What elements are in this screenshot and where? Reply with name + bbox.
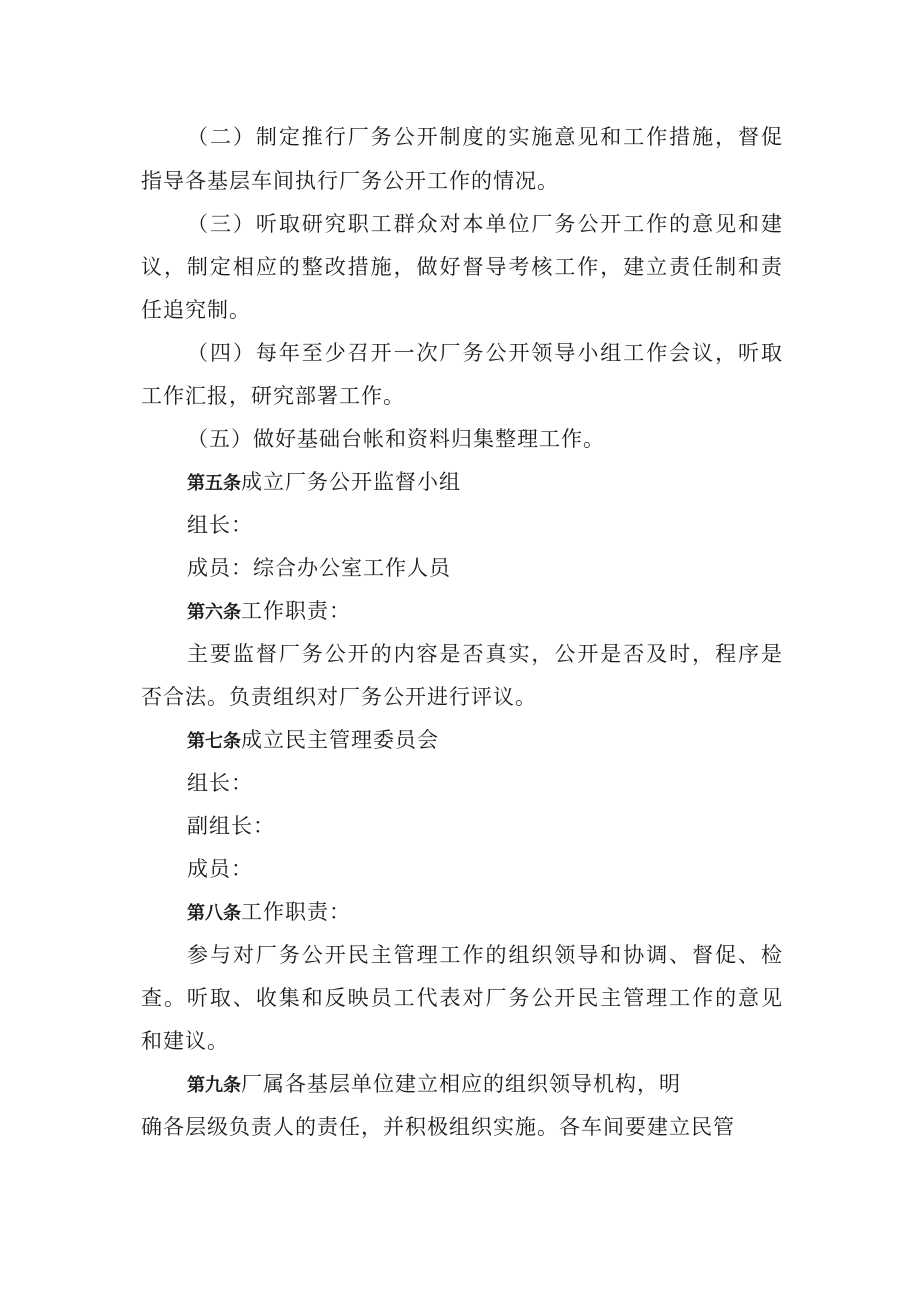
paragraph-3-line-2: 议，制定相应的整改措施，做好督导考核工作，建立责任制和责 [141, 255, 783, 279]
article-8-line-2: 查。听取、收集和反映员工代表对厂务公开民主管理工作的意见 [141, 986, 783, 1010]
article-8-line-1: 参与对厂务公开民主管理工作的组织领导和协调、督促、检 [187, 943, 783, 967]
paragraph-3-line-3: 任追究制。 [141, 298, 251, 322]
article-7-title: 成立民主管理委员会 [241, 728, 439, 752]
paragraph-2-line-1: （二）制定推行厂务公开制度的实施意见和工作措施，督促 [187, 125, 783, 149]
article-9-label: 第九条 [187, 1075, 241, 1096]
article-6-label: 第六条 [187, 602, 241, 623]
article-6-heading [187, 596, 351, 626]
article-7-label: 第七条 [187, 731, 241, 752]
article-7-heading [187, 725, 439, 755]
article-7-leader: 组长： [187, 771, 253, 795]
paragraph-2-line-2: 指导各基层车间执行厂务公开工作的情况。 [141, 169, 559, 193]
paragraph-3-line-1: （三）听取研究职工群众对本单位厂务公开工作的意见和建 [187, 212, 783, 236]
article-6-line-2: 否合法。负责组织对厂务公开进行评议。 [141, 685, 537, 709]
article-9-line-2: 确各层级负责人的责任，并积极组织实施。各车间要建立民管 [141, 1115, 735, 1139]
article-5-members: 成员：综合办公室工作人员 [187, 556, 451, 580]
article-8-label: 第八条 [187, 903, 241, 924]
article-5-title: 成立厂务公开监督小组 [241, 470, 461, 494]
article-6-line-1: 主要监督厂务公开的内容是否真实，公开是否及时，程序是 [187, 642, 783, 666]
article-7-members: 成员： [187, 857, 253, 881]
paragraph-4-line-2: 工作汇报，研究部署工作。 [141, 384, 405, 408]
article-8-title: 工作职责： [241, 900, 351, 924]
article-9-line-1 [187, 1069, 681, 1099]
article-8-heading [187, 897, 351, 927]
article-5-leader: 组长： [187, 513, 253, 537]
article-8-line-3: 和建议。 [141, 1029, 229, 1053]
article-9-text: 厂属各基层单位建立相应的组织领导机构，明 [241, 1072, 681, 1096]
article-5-heading [187, 467, 461, 497]
article-5-label: 第五条 [187, 473, 241, 494]
paragraph-4-line-1: （四）每年至少召开一次厂务公开领导小组工作会议，听取 [187, 341, 783, 365]
article-6-title: 工作职责： [241, 599, 351, 623]
paragraph-5: （五）做好基础台帐和资料归集整理工作。 [187, 427, 605, 451]
article-7-deputy: 副组长： [187, 814, 275, 838]
